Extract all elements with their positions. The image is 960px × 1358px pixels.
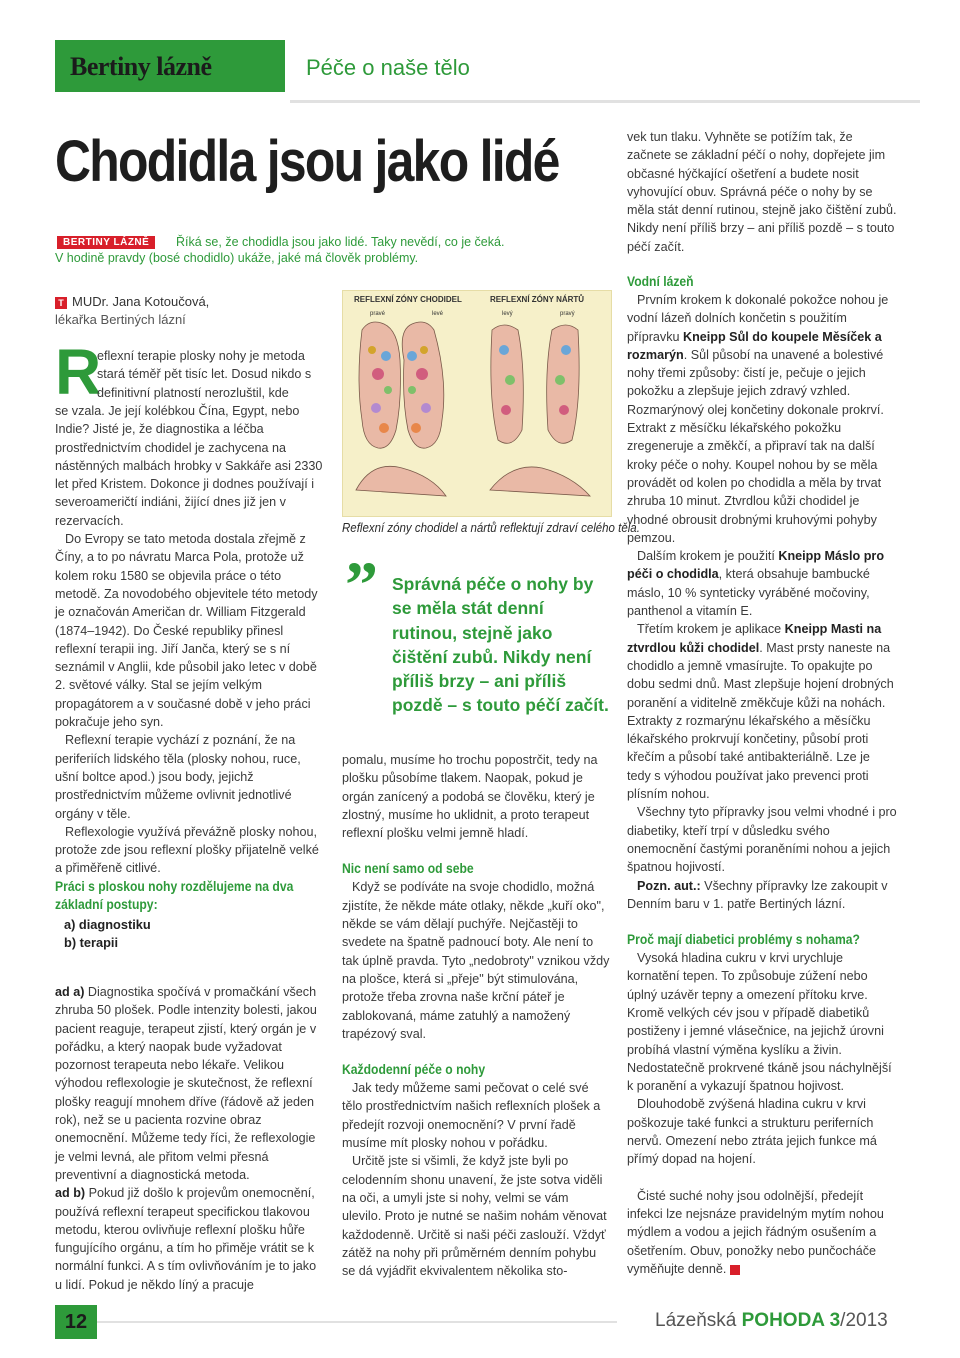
label-prave: pravé xyxy=(370,311,386,317)
side-view-right xyxy=(490,467,590,496)
paragraph: Reflexologie využívá převážně plosky nohou, protože zde jsou reflexní plošky přijatelně velké a přiměřeně citlivé. xyxy=(55,824,319,876)
page-number: 12 xyxy=(55,1305,97,1339)
paragraph: Diagnostika spočívá v promačkání všech zhruba 50 plošek. Podle intenzity bolesti, jakou pacient reaguje, terapeut zjistí, který orgán je v pořádku, a který naopak bude vyžadovat pozornost terapeuta nebo lékaře. Velikou výhodou reflexologie je skutečnost, že reflexní plošky reagují mnohem dříve (řádově až jeden rok), než se u pacienta rozvine obraz onemocnění. Můžeme tedy říci, že reflexologie je velmi levná, ale přitom velmi přesná preventivní a diagnostická metoda. xyxy=(55,985,317,1182)
foot-map-illustration xyxy=(342,290,610,515)
right-instep xyxy=(547,325,579,443)
paragraph: Vysoká hladina cukru v krvi urychluje kornatění tepen. To způsobuje zúžení nebo úplný uzávěr tepny a omezení přítoku krve. Kromě velkých cév jsou v případě diabetiků postiženy i jemné vlásečnice, na jejichž úrovni probíhá vlastní výměna kyslíku a živin. Nedostatečně prokrvené tkáně jsou náchylnější k poranění a vykazují špatnou hojivost. xyxy=(627,951,892,1094)
paragraph: Určitě jste si všimli, že když jste byli po celodenním shonu unavení, že jste sotva viděli na oči, a umyli jste si nohy, velmi se vám ulevilo. Proto je nutné se našim nohám věnovat každodenně. Určitě si naši péči zaslouží. Vždyť zátěž na nohy při průměrném denním pohybu se dá vyjádřit ekvivalentem několika sto- xyxy=(342,1154,607,1279)
label-pravy: pravý xyxy=(560,311,575,317)
paragraph: Jak tedy můžeme sami pečovat o celé své tělo prostřednictvím našich reflexních plošek a předejít rozvoji onemocnění? V první řadě musíme mít plosky nohou v pořádku. xyxy=(342,1081,601,1151)
paragraph: pomalu, musíme ho trochu popostrčit, tedy na plošku působíme tlakem. Naopak, pokud je orgán zanícený a podobá se člověku, který je zlostný, musíme ho uklidnit, a proto terapeut reflexní plošku velmi jemně hladí. xyxy=(342,753,598,841)
brand-title: Bertiny lázně xyxy=(70,52,212,81)
step-a: a) diagnostiku xyxy=(64,917,151,932)
column-3-top xyxy=(627,128,897,256)
section-title: Péče o naše tělo xyxy=(306,55,470,80)
paragraph: Když se podíváte na svoje chodidlo, možná zjistíte, že někde máte otlaky, někde „kuří oko", někde se vám dělají puchýře. Nejčastěji to svedete na špatně padnoucí boty. Ale není to tak úplně pravda. Tyto „nedobroty" vznikou vždy na plošce, která si „přeje" být stimulována, protože třeba zrovna naše krční páteř je zablokovaná, máme zatuhlý a namožený trapézový sval. xyxy=(342,880,610,1041)
category-tag: BERTINY LÁZNĚ xyxy=(57,236,155,249)
product-kneipp-mast: Kneipp Masti na ztvrdlou kůži chodidel xyxy=(627,622,882,655)
pull-quote: Správná péče o nohy by se měla stát denní rutinou, stejně jako čištění zubů. Nikdy není příliš brzy – ani příliš pozdě – s touto péčí začít. xyxy=(392,574,609,716)
subheading-kazdodenni: Každodenní péče o nohy xyxy=(342,1062,486,1078)
subheading-postupy: Práci s ploskou nohy rozdělujeme na dva základní postupy: xyxy=(55,879,294,912)
quote-mark-icon: ” xyxy=(345,549,378,622)
step-b: b) terapii xyxy=(64,935,119,950)
magazine-name: Lázeňská xyxy=(655,1310,742,1331)
text-run: , která obsahuje bambucké máslo, 10 % synteticky vyráběné močoviny, panthenol a vitamín E. xyxy=(627,567,870,619)
subheading-diabetici: Proč mají diabetici problémy s nohama? xyxy=(627,932,860,948)
author-icon: T xyxy=(55,297,67,309)
label-levy: levý xyxy=(502,311,513,317)
author-name: MUDr. Jana Kotoučová, xyxy=(72,294,210,309)
note-text: Všechny přípravky lze zakoupit v Denním baru v 1. patře Bertiných lázní. xyxy=(627,878,888,911)
paragraph: vek tun tlaku. Vyhněte se potížím tak, že začnete se základní péčí o nohy, dopřejete jim občasné hýčkající ošetření a budete nosit vyhovující obuv. Správná péče o nohy by se měla stát denní rutinou, stejně jako čištění zubů. Nikdy není příliš brzy – ani příliš pozdě – s touto péčí začít. xyxy=(627,130,897,254)
image-heading-left: REFLEXNÍ ZÓNY CHODIDEL xyxy=(354,295,462,304)
text-run: Třetím krokem je aplikace xyxy=(637,622,785,637)
end-mark-icon xyxy=(730,1265,740,1275)
paragraph: Do Evropy se tato metoda dostala zřejmě z Číny, a to po návratu Marca Pola, protože už kolem roku 1580 se objevila práce o této metodě. Za novodobého objevitele této metody je označován Američan dr. William Fitzgerald (1874–1942). Do České republiky přinesl reflexní terapii ing. Jiří Janča, který se s ní seznámil v Anglii, kde působil jako letec v době 2. světové války. Stal se jejím velkým propagátorem a v současné době v jeho práci pokračuje jeho syn. xyxy=(55,532,318,730)
column-1-bottom xyxy=(55,983,325,1294)
magazine-issue-name: POHODA 3 xyxy=(741,1310,841,1331)
label-ad-b: ad b) xyxy=(55,1186,86,1201)
drop-cap: R xyxy=(55,336,102,408)
text-run: Dalším krokem je použití xyxy=(637,549,779,564)
left-instep xyxy=(491,325,523,443)
magazine-title xyxy=(655,1310,888,1332)
paragraph: Pokud již došlo k projevům onemocnění, používá reflexní terapeut specifickou tlakovou metodu, kterou ovlivňuje reflexní plošku hůře fungujícího orgánu, a tím ho přiměje vrátit se k normální funkci. A s tím ovlivňováním je to jako u lidí. Pokud je někdo líný a pracuje xyxy=(55,1186,317,1292)
header-divider xyxy=(290,100,920,103)
side-view-left xyxy=(356,466,446,496)
image-caption: Reflexní zóny chodidel a nártů reflektují zdraví celého těla. xyxy=(342,521,640,535)
label-ad-a: ad a) xyxy=(55,985,85,999)
paragraph: Všechny tyto přípravky jsou velmi vhodné i pro diabetiky, kteří trpí v důsledku svého onemocnění častými poraněními nohou a jejich špatnou hojivostí. xyxy=(627,805,897,875)
right-sole xyxy=(402,322,444,448)
article-title: Chodidla jsou jako lidé xyxy=(55,129,559,194)
steps-list xyxy=(64,916,151,952)
product-kneipp-sul: Kneipp Sůl do koupele Měsíček a rozmarýn xyxy=(627,329,882,362)
column-1-text xyxy=(55,402,325,878)
paragraph: Reflexní terapie vychází z poznání, že na periferiích lidského těla (plosky nohou, ruce, ušní boltce apod.) jsou body, jejichž prostřednictvím můžeme ovlivnit jednotlivé orgány v těle. xyxy=(55,733,301,821)
subheading-vodni-lazen: Vodní lázeň xyxy=(627,274,694,289)
lead-line-1: Říká se, že chodidla jsou jako lidé. Taky nevědí, co je čeká. xyxy=(176,235,505,249)
paragraph: Čisté suché nohy jsou odolnější, předejít infekci lze nejsnáze pravidelným mytím nohou mýdlem a vodou a jejich řádným osušením a ošetřením. Obuv, ponožky nebo punčocháče vyměňujte denně. xyxy=(627,1188,884,1276)
magazine-year: /2013 xyxy=(840,1310,888,1331)
subheading-nic-neni: Nic není samo od sebe xyxy=(342,861,474,877)
author-role: lékařka Bertiných lázní xyxy=(55,312,186,327)
paragraph: se vzala. Je její kolébkou Čína, Egypt, nebo Indie? Jisté je, že diagnostika a léčba prostřednictvím chodidel je zachycena na nástěnných malbách hrobky v Sakkáře asi 2330 let před Kristem. Dokonce ji dodnes používají i severoameričtí indiáni, žijící dnes již jen v rezervacích. xyxy=(55,404,323,528)
intro-paragraph-start xyxy=(97,347,325,402)
paragraph: Dlouhodobě zvýšená hladina cukru v krvi poškozuje také funkci a strukturu periferních nervů. Omezení nebo ztráta jejich funkce má přímý dopad na hojení. xyxy=(627,1097,877,1167)
text-run: Prvním krokem k dokonalé pokožce nohou je vodní lázeň dolních končetin s použitím přípravku xyxy=(627,293,889,344)
column-2-text xyxy=(342,751,610,1280)
text-run: . Mast prsty naneste na chodidlo a jemně vmasírujte. To opakujte po dobu sedmi dnů. Mast zlepšuje hojení drobných poranění a viditelně změkčuje kůži na nohách. Extrakty z rozmarýnu lékařského a měsíčku lékařského prokrvují končetiny, působí proti křečím a působí také antibakteriálně. Lze je tedy s výhodou používat jako prevenci proti plísním nohou. xyxy=(627,640,894,802)
column-3-text xyxy=(627,274,897,1278)
text-run: . Sůl působí na unavené a bolestivé nohy třemi způsoby: čistí je, pečuje o jejich pokožku a zlepšuje jejich zdravý vzhled. Rozmarýnový olej končetiny dokonale prokrví. Extrakt z měsíčku lékařského pokožku zregeneruje a změkčí, a připraví tak na další kroky péče o nohy. Koupel nohou by se měla provádět od kolen po chodidla a měla by trvat zhruba 10 minut. Ztvrdlou kůži chodidel je vhodné obrousit drobnými kruhovými pohyby pemzou. xyxy=(627,347,884,545)
footer-divider xyxy=(97,1321,617,1323)
label-leve: levé xyxy=(432,311,444,317)
product-kneipp-maslo: Kneipp Máslo pro péči o chodidla xyxy=(627,549,885,582)
image-heading-right: REFLEXNÍ ZÓNY NÁRTŮ xyxy=(490,295,585,304)
paragraph: eflexní terapie plosky nohy je metoda stará téměř pět tisíc let. Dosud nikdo s definitivní platností nerozluštil, kde xyxy=(97,349,312,400)
lead-line-2: V hodině pravdy (bosé chodidlo) ukáže, jaké má člověk problémy. xyxy=(55,251,419,265)
note-label: Pozn. aut.: xyxy=(637,878,701,893)
